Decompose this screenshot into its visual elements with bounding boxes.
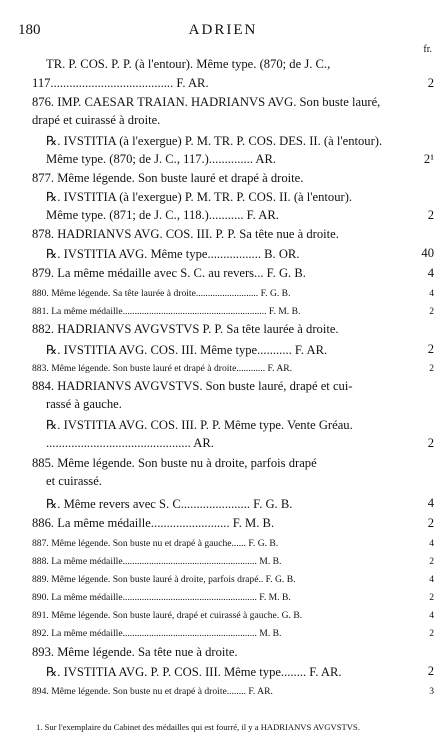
price-column-label: fr. xyxy=(423,44,432,55)
catalog-page: 180 ADRIEN fr. TR. P. COS. P. P. (à l'entour). Même type. (870; de J. C., 117....................................... F. AR. 2 876. IMP. CAESAR TRAIAN. HADRIANVS AVG. Son buste lauré, drapé et cuirassé à droite. ℞. IVSTITIA (à l'exergue) P. M. TR. P. COS. DES. II. (à l'entour). Même type. (870; de J. C., 117.).............. AR. 2¹ 877. Même légende. Son buste lauré et drapé à droite. ℞. IVSTITIA (à l'exergue) P. M. TR. P. COS. II. (à l'entour). Même type. (871; de J. C., 118.)........... F. AR. 2 878. HADRIANVS AVG. COS. III. P. P. Sa tête nue à droite. ℞. IVSTITIA AVG. Même type................. B. OR. 40 879. La même médaille avec S. C. au revers... F. G. B. 4 880. Même légende. Sa tête laurée à droite.......................... F. G. B. 4 881. La même médaille............................................................ F. M. B. 2 882. HADRIANVS AVGVSTVS P. P. Sa tête laurée à droite. ℞. IVSTITIA AVG. COS. III. Même type........... F. AR. 2 883. Même légende. Son buste lauré et drapé à droite............ F. AR. 2 884. HADRIANVS AVGVSTVS. Son buste lauré, drapé et cui- rassé à gauche. ℞. IVSTITIA AVG. COS. III. P. P. Même type. Vente Gréau. .............................................. AR. 2 885. Même légende. Son buste nu à droite, parfois drapé et cuirassé. ℞. Même revers avec S. C...................... F. G. B. 4 886. La même médaille......................... F. M. B. 2 887. Même légende. Son buste nu et drapé à gauche...... F. G. B. 4 888. La même médaille........................................................ M. B. 2 889. Même légende. Son buste lauré à droite, parfois drapé.. F. G. B. 4 890. La même médaille........................................................ F. M. B. 2 891. Même légende. Son buste lauré, drapé et cuirassé à gauche. G. B. 4 892. La même médaille........................................................ M. B. 2 893. Même légende. Sa tête nue à droite. ℞. IVSTITIA AVG. P. P. COS. III. Même type........ F. AR. 2 894. Même légende. Son buste nu et drapé à droite........ F. AR. 3 1. Sur l'exemplaire du Cabinet des médailles qui est fourré, il y a HADRIANVS AVGVSTVS. xyxy=(0,0,446,750)
page-title: ADRIEN xyxy=(188,22,258,38)
page-number: 180 xyxy=(18,22,41,38)
